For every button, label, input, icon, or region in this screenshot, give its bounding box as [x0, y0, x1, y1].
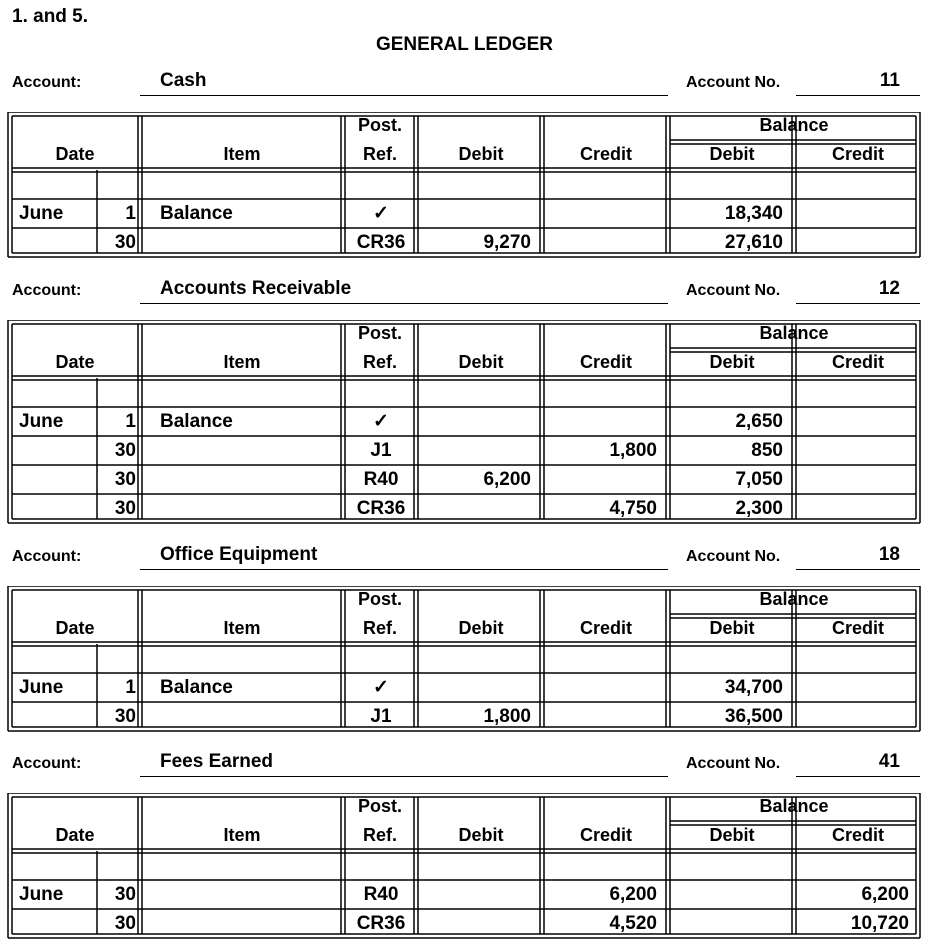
header-balance-debit: Debit	[709, 825, 755, 845]
entry-balance-credit: 10,720	[850, 913, 909, 934]
entry-debit: 1,800	[483, 706, 531, 727]
entry-day: 30	[114, 469, 136, 490]
header-balance-credit: Credit	[831, 825, 884, 845]
entry-month: June	[19, 677, 64, 698]
header-balance-debit: Debit	[709, 144, 755, 164]
entry-credit: 6,200	[609, 884, 657, 905]
header-ref: Ref.	[362, 618, 397, 638]
entry-balance-debit: 34,700	[724, 677, 783, 698]
entry-post-ref: CR36	[356, 232, 406, 253]
entry-month: June	[19, 884, 64, 905]
header-balance: Balance	[759, 796, 829, 816]
entry-balance-debit: 7,050	[735, 469, 783, 490]
header-balance-credit: Credit	[831, 352, 884, 372]
account-name: Office Equipment	[160, 544, 318, 565]
header-date: Date	[55, 618, 95, 638]
general-ledger-title: GENERAL LEDGER	[375, 34, 553, 55]
entry-day: 30	[114, 440, 136, 461]
entry-day: 1	[125, 411, 136, 432]
entry-post-ref: J1	[370, 706, 392, 727]
entry-credit: 4,520	[609, 913, 657, 934]
account-number: 41	[878, 751, 900, 772]
header-balance-debit: Debit	[709, 618, 755, 638]
entry-credit: 4,750	[609, 498, 657, 519]
entry-balance-debit: 2,650	[735, 411, 783, 432]
entry-day: 30	[114, 498, 136, 519]
account-number: 11	[879, 70, 900, 91]
account-label: Account:	[12, 755, 82, 772]
entry-balance-debit: 36,500	[724, 706, 783, 727]
account-no-label: Account No.	[686, 282, 781, 299]
account-name: Accounts Receivable	[160, 278, 352, 299]
header-balance-credit: Credit	[831, 618, 884, 638]
entry-post-ref: ✓	[373, 677, 389, 698]
header-balance: Balance	[759, 323, 829, 343]
entry-post-ref: R40	[363, 884, 399, 905]
header-post: Post.	[357, 589, 402, 609]
header-debit: Debit	[458, 825, 504, 845]
account-name: Cash	[160, 70, 207, 91]
entry-item: Balance	[160, 677, 233, 698]
page-heading: 1. and 5.	[12, 6, 89, 27]
header-date: Date	[55, 352, 95, 372]
header-post: Post.	[357, 796, 402, 816]
entry-month: June	[19, 411, 64, 432]
header-debit: Debit	[458, 144, 504, 164]
entry-balance-credit: 6,200	[861, 884, 909, 905]
account-name: Fees Earned	[160, 751, 273, 772]
header-balance: Balance	[759, 115, 829, 135]
header-item: Item	[223, 825, 261, 845]
entry-post-ref: R40	[363, 469, 399, 490]
account-number-underline	[796, 303, 920, 304]
header-ref: Ref.	[362, 825, 397, 845]
entry-day: 30	[114, 884, 136, 905]
entry-day: 30	[114, 232, 136, 253]
account-name-underline	[140, 95, 668, 96]
entry-post-ref: CR36	[356, 913, 406, 934]
entry-balance-debit: 27,610	[724, 232, 783, 253]
account-number-underline	[796, 95, 920, 96]
account-number-underline	[796, 776, 920, 777]
entry-balance-debit: 2,300	[735, 498, 783, 519]
header-date: Date	[55, 825, 95, 845]
entry-day: 30	[114, 913, 136, 934]
entry-day: 1	[125, 677, 136, 698]
entry-day: 1	[125, 203, 136, 224]
account-number-underline	[796, 569, 920, 570]
entry-item: Balance	[160, 411, 233, 432]
entry-post-ref: ✓	[373, 411, 389, 432]
account-label: Account:	[12, 282, 82, 299]
header-debit: Debit	[458, 618, 504, 638]
entry-post-ref: ✓	[373, 203, 389, 224]
header-item: Item	[223, 618, 261, 638]
header-post: Post.	[357, 115, 402, 135]
account-label: Account:	[12, 74, 82, 91]
header-credit: Credit	[579, 618, 632, 638]
entry-day: 30	[114, 706, 136, 727]
account-no-label: Account No.	[686, 548, 781, 565]
account-name-underline	[140, 303, 668, 304]
header-balance-credit: Credit	[831, 144, 884, 164]
entry-balance-debit: 18,340	[724, 203, 783, 224]
entry-month: June	[19, 203, 64, 224]
header-balance: Balance	[759, 589, 829, 609]
header-item: Item	[223, 144, 261, 164]
header-post: Post.	[357, 323, 402, 343]
entry-balance-debit: 850	[751, 440, 783, 461]
account-no-label: Account No.	[686, 755, 781, 772]
account-number: 12	[878, 278, 900, 299]
account-name-underline	[140, 776, 668, 777]
account-no-label: Account No.	[686, 74, 781, 91]
account-number: 18	[878, 544, 900, 565]
entry-debit: 9,270	[483, 232, 531, 253]
entry-item: Balance	[160, 203, 233, 224]
header-debit: Debit	[458, 352, 504, 372]
header-date: Date	[55, 144, 95, 164]
account-label: Account:	[12, 548, 82, 565]
entry-debit: 6,200	[483, 469, 531, 490]
entry-post-ref: CR36	[356, 498, 406, 519]
header-item: Item	[223, 352, 261, 372]
header-ref: Ref.	[362, 352, 397, 372]
entry-credit: 1,800	[609, 440, 657, 461]
header-credit: Credit	[579, 825, 632, 845]
header-ref: Ref.	[362, 144, 397, 164]
header-credit: Credit	[579, 352, 632, 372]
header-balance-debit: Debit	[709, 352, 755, 372]
header-credit: Credit	[579, 144, 632, 164]
account-name-underline	[140, 569, 668, 570]
entry-post-ref: J1	[370, 440, 392, 461]
